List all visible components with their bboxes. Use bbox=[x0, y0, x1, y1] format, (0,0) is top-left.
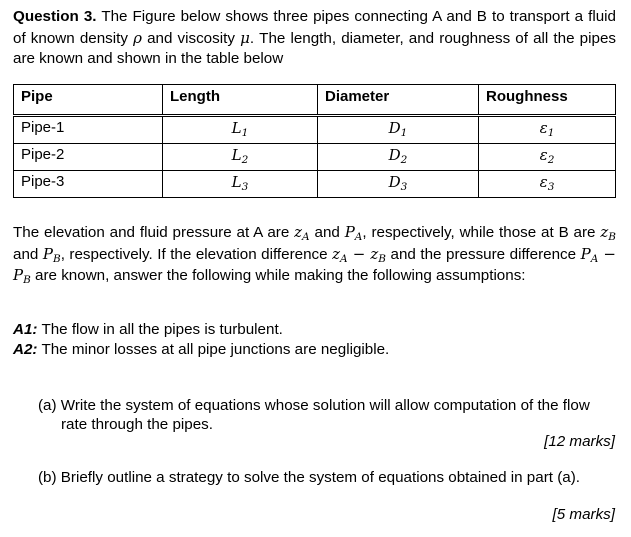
header-length: Length bbox=[163, 85, 318, 116]
pa-symbol: $P_A$ bbox=[344, 223, 363, 243]
header-roughness: Roughness bbox=[479, 85, 616, 116]
viscosity-symbol: μ bbox=[240, 28, 250, 47]
zb-symbol: $z_B$ bbox=[600, 223, 616, 243]
part-b-label: (b) bbox=[38, 469, 57, 486]
pipe-name: Pipe-1 bbox=[14, 116, 163, 144]
header-pipe: Pipe bbox=[14, 85, 163, 116]
pipe-diameter: $D_1$ bbox=[318, 116, 479, 144]
pipe-roughness: $\varepsilon_1$ bbox=[479, 116, 616, 144]
part-a-marks: [12 marks] bbox=[544, 433, 615, 450]
part-a-label: (a) bbox=[38, 397, 57, 414]
part-b-text: Briefly outline a strategy to solve the system of equations obtained in part (a). bbox=[60, 469, 580, 486]
part-a-text-cont: rate through the pipes. bbox=[61, 416, 213, 433]
pipe-length: $L_1$ bbox=[163, 116, 318, 144]
za-symbol: $z_A$ bbox=[294, 223, 310, 243]
pipe-name: Pipe-3 bbox=[14, 171, 163, 198]
question-intro bbox=[13, 7, 616, 70]
pressure-difference: $P_A - P_B$ bbox=[13, 244, 616, 286]
density-symbol: ρ bbox=[133, 28, 142, 47]
pb-symbol: $P_B$ bbox=[42, 244, 61, 265]
header-diameter: Diameter bbox=[318, 85, 479, 116]
pipe-diameter: $D_2$ bbox=[318, 144, 479, 171]
pipe-table bbox=[13, 84, 616, 198]
intro-text-3: . The length, diameter, and roughness of all the pipes are known and shown in the table below bbox=[13, 29, 616, 67]
table-row bbox=[14, 116, 616, 144]
table-header-row bbox=[14, 85, 616, 116]
elevation-difference: $z_A - z_B$ bbox=[332, 244, 386, 265]
part-a bbox=[38, 396, 614, 434]
pipe-length: $L_2$ bbox=[163, 144, 318, 171]
pipe-diameter: $D_3$ bbox=[318, 171, 479, 198]
pipe-name: Pipe-2 bbox=[14, 144, 163, 171]
part-b-marks: [5 marks] bbox=[552, 506, 615, 523]
part-a-text: Write the system of equations whose solution will allow computation of the flow bbox=[60, 397, 590, 414]
intro-text-2: and viscosity bbox=[147, 29, 235, 47]
assumption-2: A2: The minor losses at all pipe junctions are negligible. bbox=[13, 341, 390, 358]
table-row bbox=[14, 171, 616, 198]
pipe-roughness: $\varepsilon_2$ bbox=[479, 144, 616, 171]
elevation-paragraph: The elevation and fluid pressure at A are $z_A$ and $P_A$, respectively, while those at B are $z_B$ and $P_B$, respectively. If the elevation difference $z_A - z_B$ and the pressure difference $P_A - P_B$ are known, answer the following while making the following assumptions: bbox=[13, 223, 616, 286]
part-b bbox=[38, 468, 614, 487]
question-label: Question 3. bbox=[13, 8, 97, 25]
pipe-roughness: $\varepsilon_3$ bbox=[479, 171, 616, 198]
table-row bbox=[14, 144, 616, 171]
pipe-length: $L_3$ bbox=[163, 171, 318, 198]
intro-text-1: The Figure below shows three pipes connecting A and B to transport a fluid of known density bbox=[13, 8, 617, 47]
assumption-1: A1: The flow in all the pipes is turbulent. bbox=[13, 321, 283, 338]
